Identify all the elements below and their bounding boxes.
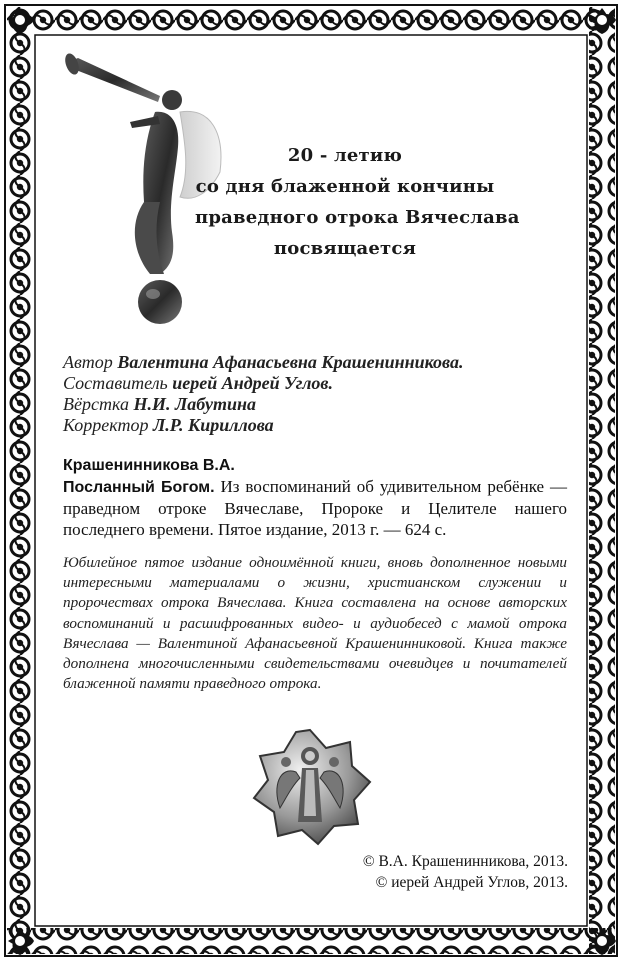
bibliographic-record — [63, 455, 567, 540]
credit-layout — [63, 394, 563, 415]
copyright-line: © В.А. Крашенинникова, 2013. — [362, 853, 568, 870]
credit-compiler — [63, 373, 563, 394]
credit-role: Вёрстка — [63, 394, 129, 414]
annotation: Юбилейное пятое издание одноимённой книги, вновь дополненное новыми интересными материалами о жизни, христианском служении и пророчествах отрока Вячеслава. Книга составлена на основе авторских воспоминаний и расшифрованных видео- и аудиобесед с мамой отрока Вячеслава — Валентиной Афанасьевной Крашенинниковой. Книга также дополнена многочисленными свидетельствами очевидцев и почитателей блаженной памяти праведного отрока. — [63, 554, 567, 693]
bib-description: Из воспоминаний об удивительном ребёнке — праведном отроке Вячеславе, Пророке и Целителе нашего последнего времени. Пятое издание, 2013 г. — 624 с. — [63, 477, 568, 539]
credit-proofreader — [63, 415, 563, 436]
bib-entry — [63, 476, 567, 540]
copyright-block — [300, 851, 568, 893]
dedication-line: праведного отрока Вячеслава — [195, 207, 520, 228]
dedication-heading — [195, 140, 520, 264]
credit-role: Составитель — [63, 373, 168, 393]
credit-role: Автор — [63, 352, 113, 372]
copyright-line: © иерей Андрей Углов, 2013. — [375, 874, 568, 891]
bib-author: Крашенинникова В.А. — [63, 457, 235, 474]
dedication-line: посвящается — [273, 238, 417, 259]
dedication-line: со дня блаженной кончины — [195, 176, 495, 197]
credit-name: Н.И. Лабутина — [133, 394, 257, 414]
dedication-line: 20 - летию — [287, 145, 403, 166]
angel-medallion-icon — [246, 726, 374, 846]
credit-name: Л.Р. Кириллова — [152, 415, 274, 435]
bib-title: Посланный Богом. — [63, 479, 215, 496]
credit-author — [63, 352, 563, 373]
credits-block — [63, 352, 563, 436]
credit-name: Валентина Афанасьевна Крашенинникова. — [117, 352, 464, 372]
credit-name: иерей Андрей Углов. — [172, 373, 333, 393]
credit-role: Корректор — [63, 415, 149, 435]
